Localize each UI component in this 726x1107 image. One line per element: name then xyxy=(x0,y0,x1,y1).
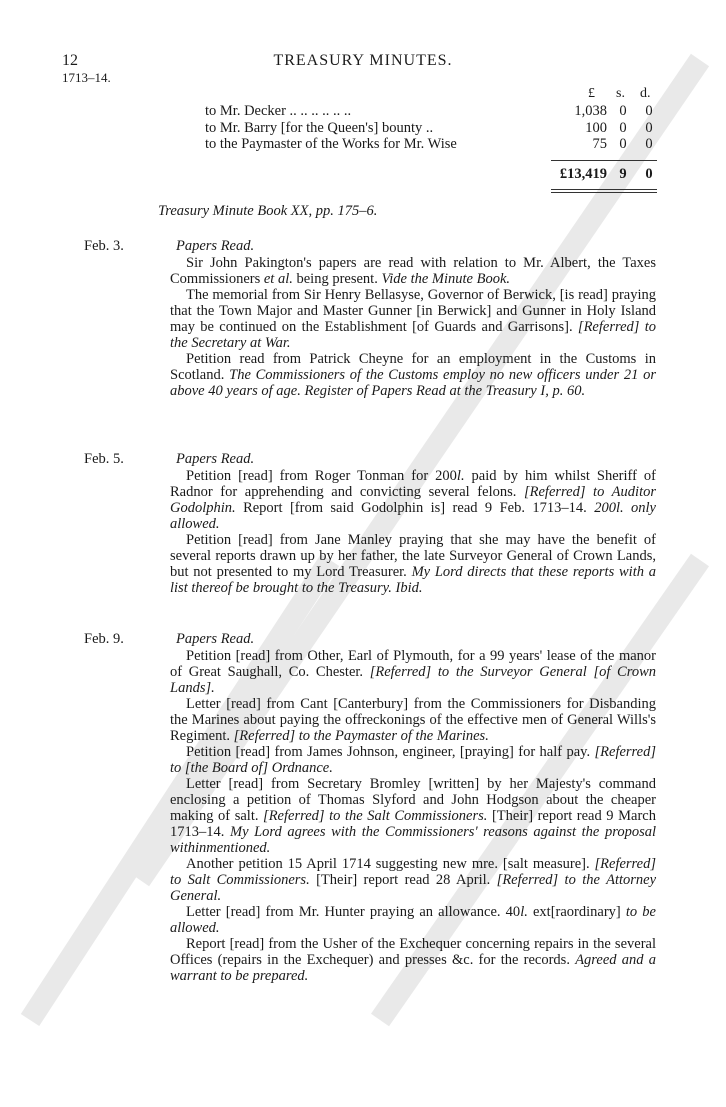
entry-date: Feb. 3. xyxy=(84,238,124,254)
account-row-pence: 0 xyxy=(645,136,653,152)
paragraph: Petition read from Patrick Cheyne for an employment in the Customs in Scotland. The Commissioners of the Customs employ no new officers under 21 or above 40 years of age. Register of Papers Read at the Treasury I, p. 60. xyxy=(170,351,656,399)
total-rule xyxy=(551,160,657,161)
paragraph: Petition [read] from James Johnson, engineer, [praying] for half pay. [Referred] to [the Board of] Ordnance. xyxy=(170,744,656,776)
account-row-pounds: 100 xyxy=(585,120,607,136)
double-rule-top xyxy=(551,189,657,190)
account-row-pounds: 75 xyxy=(592,136,607,152)
account-row-label: to the Paymaster of the Works for Mr. Wise xyxy=(205,136,457,152)
account-row-label: to Mr. Barry [for the Queen's] bounty .. xyxy=(205,120,434,136)
year-range: 1713–14. xyxy=(62,70,111,85)
paragraph: Letter [read] from Cant [Canterbury] from the Commissioners for Disbanding the Marines about paying the offreckonings of the effective men of General Wills's Regiment. [Referred] to the Paymaster of the Marines. xyxy=(170,696,656,744)
account-row-shillings: 0 xyxy=(619,103,627,119)
entry-heading: Papers Read. xyxy=(176,238,255,254)
entry-feb-9 xyxy=(170,631,656,984)
account-total-pounds: £13,419 xyxy=(559,166,607,182)
column-header-shillings: s. xyxy=(616,86,625,101)
entry-feb-3 xyxy=(170,238,656,399)
entry-heading: Papers Read. xyxy=(176,451,255,467)
account-row-pence: 0 xyxy=(645,120,653,136)
account-row-pounds: 1,038 xyxy=(574,103,607,119)
account-row-pence: 0 xyxy=(645,103,653,119)
paragraph: Letter [read] from Mr. Hunter praying an allowance. 40l. ext[raordinary] to be allowed. xyxy=(170,904,656,936)
account-total-pence: 0 xyxy=(645,166,653,182)
paragraph: The memorial from Sir Henry Bellasyse, Governor of Berwick, [is read] praying that the Town Major and Master Gunner [in Berwick] and Gunner in Holy Island may be continued on the Establishment [of Guards and Garrisons]. [Referred] to the Secretary at War. xyxy=(170,287,656,351)
paragraph: Report [read] from the Usher of the Exchequer concerning repairs in the several Offices (repairs in the Exchequer) and presses &c. for the records. Agreed and a warrant to be prepared. xyxy=(170,936,656,984)
account-total-shillings: 9 xyxy=(619,166,627,182)
account-row-shillings: 0 xyxy=(619,120,627,136)
entry-heading: Papers Read. xyxy=(176,631,255,647)
entry-date: Feb. 9. xyxy=(84,631,124,647)
double-rule-bottom xyxy=(551,192,657,193)
running-title: TREASURY MINUTES. xyxy=(273,52,453,69)
entry-feb-5 xyxy=(170,451,656,596)
paragraph: Petition [read] from Other, Earl of Plymouth, for a 99 years' lease of the manor of Great Saughall, Co. Chester. [Referred] to the Surveyor General [of Crown Lands]. xyxy=(170,648,656,696)
account-row-shillings: 0 xyxy=(619,136,627,152)
account-row-label: to Mr. Decker .. .. .. .. .. .. xyxy=(205,103,352,119)
column-header-pence: d. xyxy=(640,86,651,101)
source-reference: Treasury Minute Book XX, pp. 175–6. xyxy=(158,203,378,219)
paragraph: Sir John Pakington's papers are read with relation to Mr. Albert, the Taxes Commissioners et al. being present. Vide the Minute Book. xyxy=(170,255,656,287)
paragraph: Another petition 15 April 1714 suggesting new mre. [salt measure]. [Referred] to Salt Commissioners. [Their] report read 28 April. [Referred] to the Attorney General. xyxy=(170,856,657,904)
paragraph: Petition [read] from Jane Manley praying that she may have the benefit of several reports drawn up by her father, the late Surveyor General of Crown Lands, but not presented to my Lord Treasurer. My Lord directs that these reports with a list thereof be brought to the Treasury. Ibid. xyxy=(170,532,656,596)
page-number: 12 xyxy=(62,52,78,69)
paragraph: Petition [read] from Roger Tonman for 200l. paid by him whilst Sheriff of Radnor for apprehending and convicting several felons. [Referred] to Auditor Godolphin. Report [from said Godolphin is] read 9 Feb. 1713–14. 200l. only allowed. xyxy=(170,468,656,532)
paragraph: Letter [read] from Secretary Bromley [written] by her Majesty's command enclosing a petition of Thomas Slyford and John Hodgson about the cheaper making of salt. [Referred] to the Salt Commissioners. [Their] report read 9 March 1713–14. My Lord agrees with the Commissioners' reasons against the proposal withinmentioned. xyxy=(170,776,656,856)
entry-date: Feb. 5. xyxy=(84,451,124,467)
column-header-pounds: £ xyxy=(588,86,595,101)
